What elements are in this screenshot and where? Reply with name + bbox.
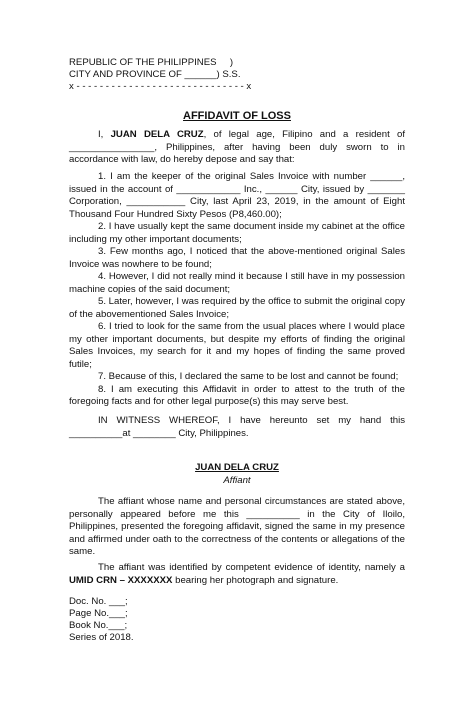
document-title: AFFIDAVIT OF LOSS — [183, 110, 291, 122]
statement-item: 6. I tried to look for the same from the usual places where I would place my other important documents, but despite my efforts of finding the original Sales Invoices, my search for it and my hopes of finding the same proved futile; — [69, 321, 405, 370]
witness-text: IN WITNESS WHEREOF, I have hereunto set my hand this __________at ________ City, Philippines. — [69, 415, 405, 439]
statement-item: 8. I am executing this Affidavit in order to attest to the truth of the foregoing facts and for other legal purpose(s) this may serve best. — [69, 383, 405, 407]
statement-item: 7. Because of this, I declared the same to be lost and cannot be found; — [98, 371, 399, 382]
intro-post: , of legal age, Filipino and a resident of ________________, Philippines, after having been duly sworn to in accordance with law, do hereby depose and say that: — [69, 129, 405, 165]
witness-paragraph — [69, 415, 405, 440]
venue-line-republic: REPUBLIC OF THE PHILIPPINES ) — [69, 57, 234, 68]
venue-header — [69, 57, 369, 93]
affiant-name-intro: JUAN DELA CRUZ — [110, 129, 204, 140]
numbered-statements — [69, 171, 405, 409]
venue-line-separator: x - - - - - - - - - - - - - - - - - - - - - - - - - - - - - x — [69, 81, 252, 92]
identity-post: bearing her photograph and signature. — [172, 574, 339, 586]
jurat-text: The affiant whose name and personal circumstances are stated above, personally appeared before me this __________ in the City of Iloilo, Philippines, presented the foregoing affidavit, signed the same in my presence and affirmed under oath to the correctness of the contents or allegations of the same. — [69, 496, 405, 557]
page-number: Page No.___; — [69, 608, 128, 619]
notarial-register — [69, 596, 134, 644]
affiant-signature-name: JUAN DELA CRUZ — [195, 462, 279, 473]
affiant-role: Affiant — [223, 474, 251, 486]
statement-item: 2. I have usually kept the same document inside my cabinet at the office including my other important documents; — [69, 221, 405, 245]
book-number: Book No.___; — [69, 620, 128, 631]
identity-id: UMID CRN – XXXXXXX — [69, 574, 173, 586]
intro-pre: I, — [98, 129, 111, 140]
statement-item: 4. However, I did not really mind it because I still have in my possession machine copies of the said document; — [69, 271, 405, 295]
venue-line-city: CITY AND PROVINCE OF ______) S.S. — [69, 69, 241, 80]
intro-paragraph — [69, 129, 405, 167]
statement-item: 5. Later, however, I was required by the office to submit the original copy of the abovementioned Sales Invoice; — [69, 296, 405, 320]
series-year: Series of 2018. — [69, 632, 134, 643]
statement-item: 3. Few months ago, I noticed that the above-mentioned original Sales Invoice was nowhere to be found; — [69, 246, 405, 270]
doc-number: Doc. No. ___; — [69, 596, 128, 607]
statement-item: 1. I am the keeper of the original Sales Invoice with number ______, issued in the account of ____________ Inc., ______ City, issued by _______ Corporation, ___________ City, last April 23, 2019, in the amount of Eight Thousand Four Hundred Sixty Pesos (P8,460.00); — [69, 171, 405, 220]
identity-paragraph — [69, 562, 405, 587]
identity-pre: The affiant was identified by competent evidence of identity, namely a — [98, 562, 405, 573]
signature-block — [0, 462, 474, 487]
jurat-paragraph — [69, 496, 405, 559]
